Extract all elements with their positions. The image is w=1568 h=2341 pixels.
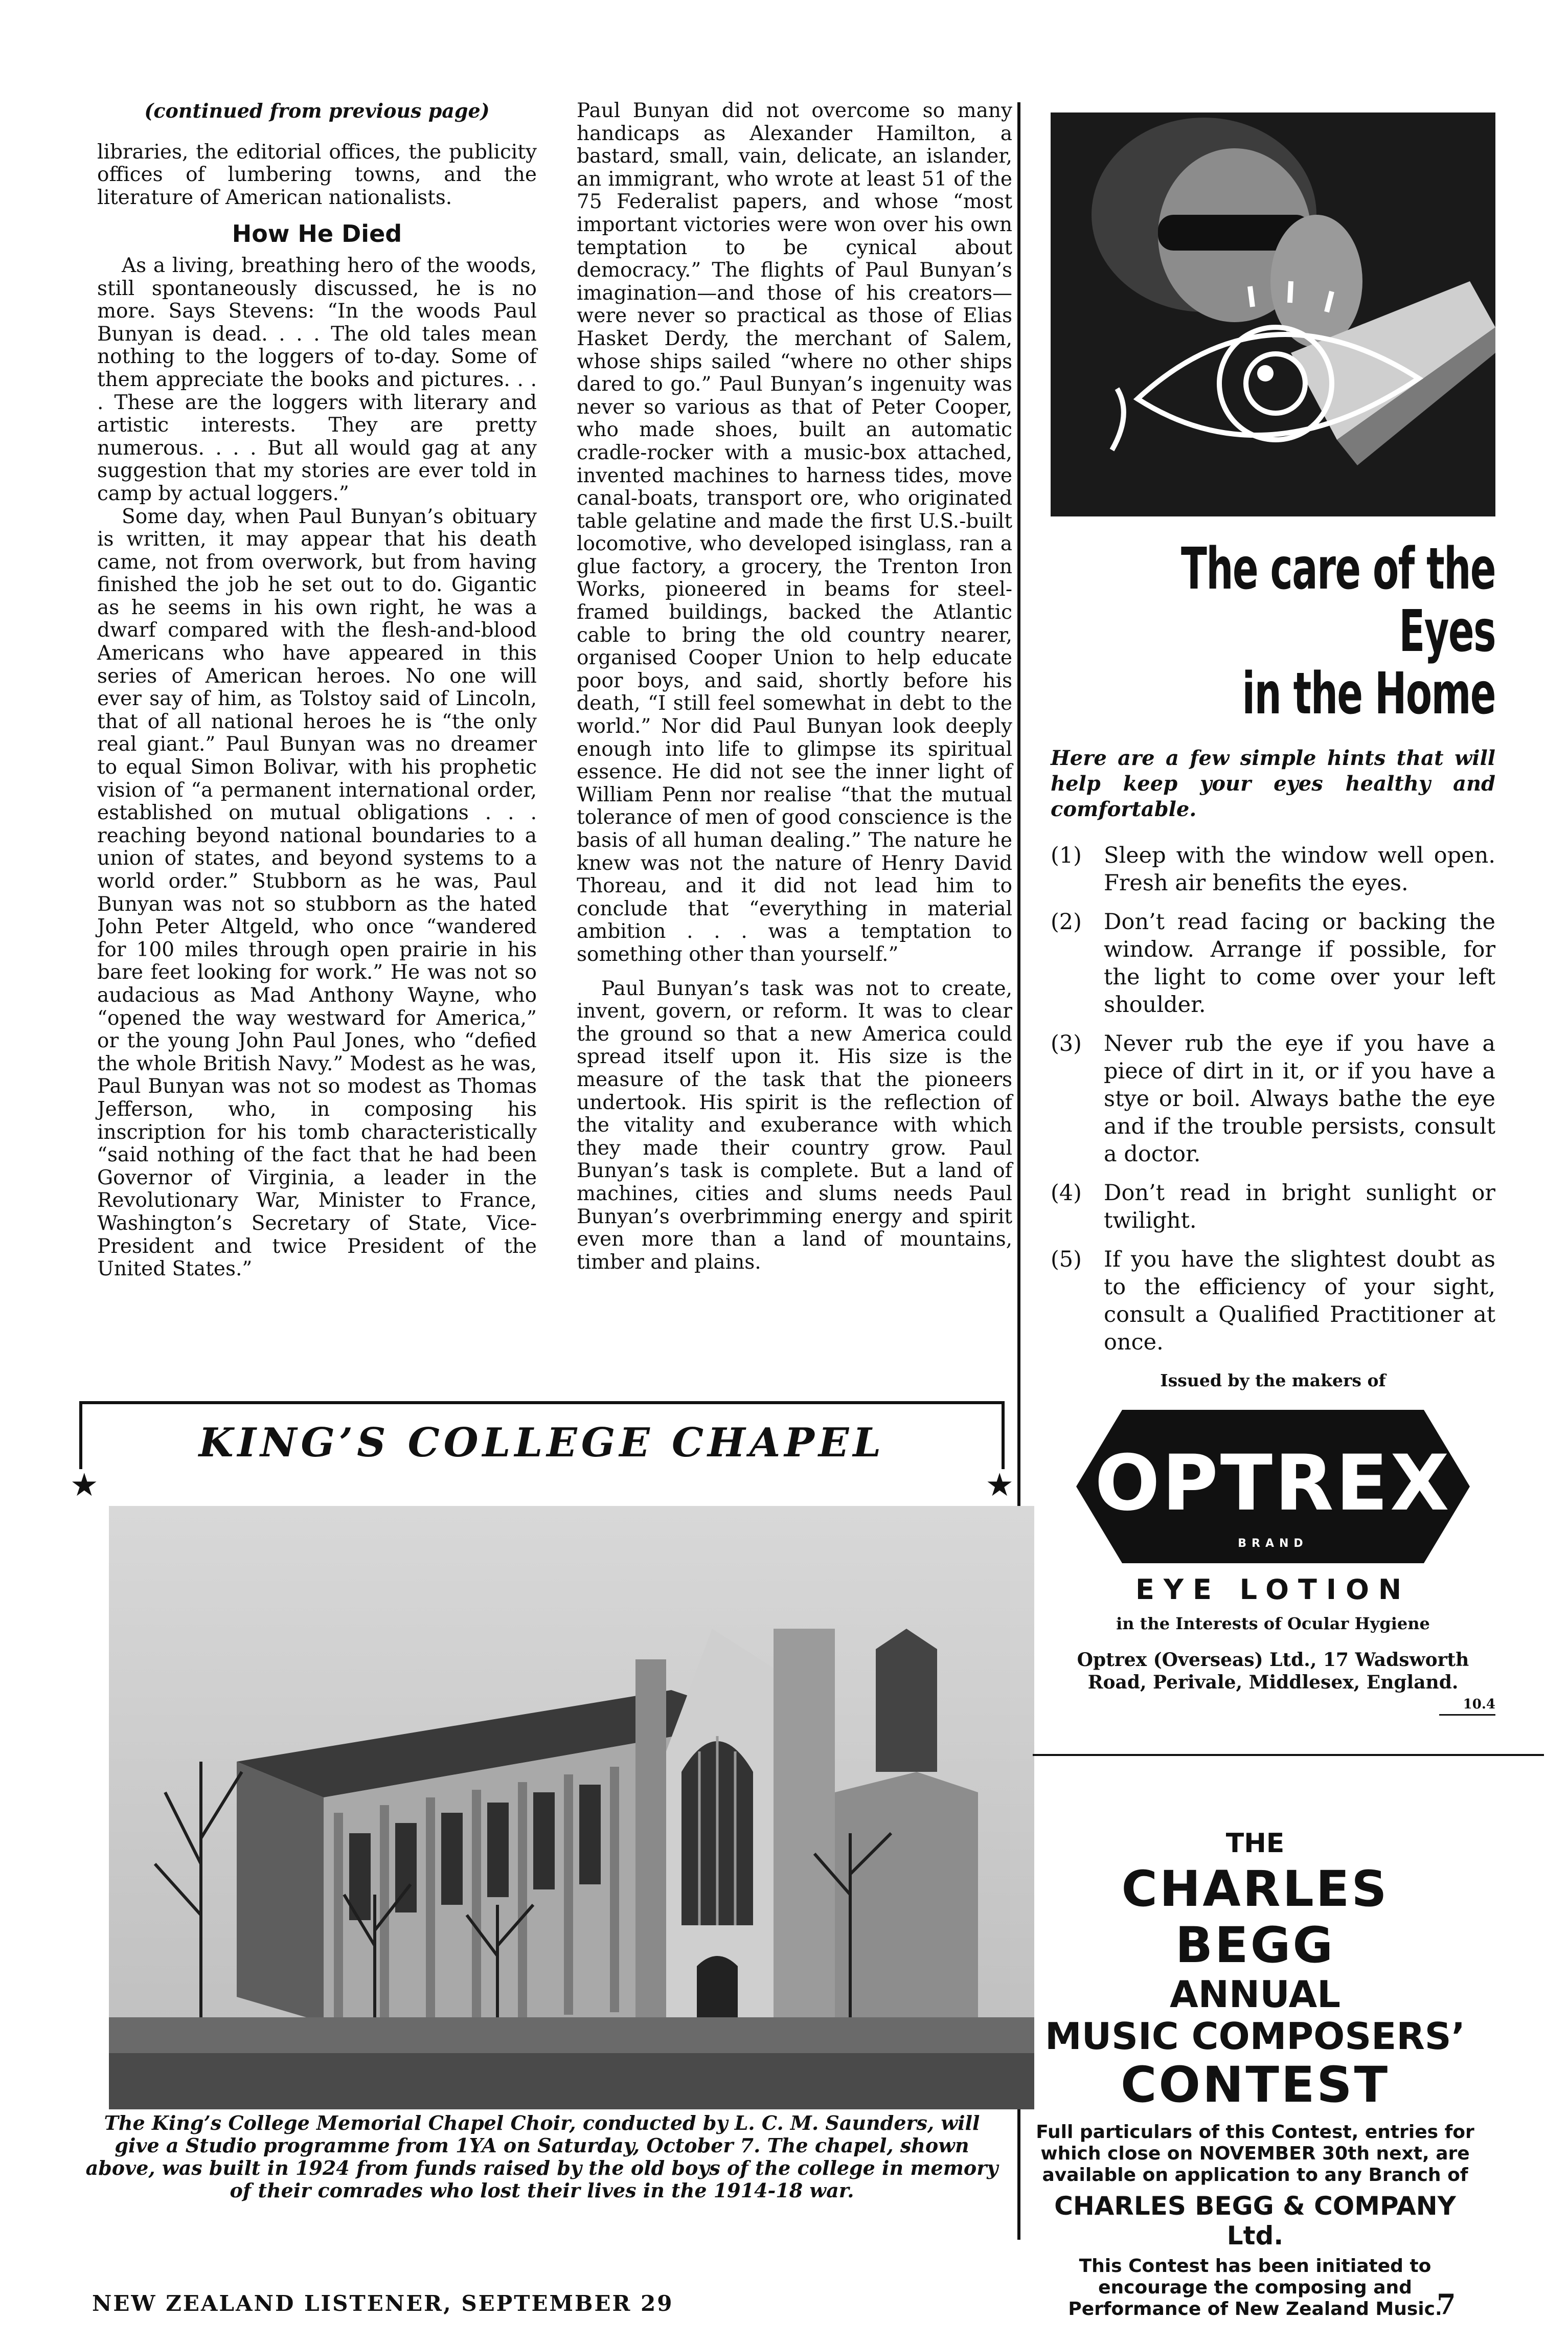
ad-divider xyxy=(1033,1754,1544,1756)
hint-number: (4) xyxy=(1051,1180,1082,1206)
hint-item xyxy=(1051,842,1495,897)
article-column-1 xyxy=(97,100,537,1281)
star-icon: ★ xyxy=(985,1466,1014,1503)
begg-company: CHARLES BEGG & COMPANY Ltd. xyxy=(1054,2191,1456,2250)
section-heading: How He Died xyxy=(232,220,402,248)
article-paragraph: Paul Bunyan did not overcome so many handicaps as Alexander Hamilton, a bastard, small, vain, delicate, an islander, an immigrant, who wrote at least 51 of the 75 Federalist papers, and whose “most important victories were won over his own temptation to be cynical about democracy.” The flights of Paul Bunyan’s imagination—and those of his creators—were never so practical as those of Elias Hasket Derdy, the merchant of Salem, whose ships sailed “where no other ships dared to go.” Paul Bunyan’s ingenuity was never so various as that of Peter Cooper, who made shoes, built an automatic cradle-rocker with a music-box attached, invented machines to harness tides, move canal-boats, transport ore, who originated table gelatine and made the first U.S.-built locomotive, who developed isinglass, ran a glue factory, a grocery, the Trenton Iron Works, pioneered in beams for steel-framed buildings, backed the Atlantic cable to bring the old country nearer, organised Cooper Union to help educate poor boys, and said, shortly before his death, “I still feel somewhat in debt to the world.” Nor did Paul Bunyan look deeply enough into life to glimpse its spiritual essence. He did not see the inner light of William Penn nor realise “that the mutual tolerance of men of good conscience is the basis of all human dealing.” The nature he knew was not the nature of Henry David Thoreau, and it did not lead him to conclude that “everything in material ambition . . . was a temptation to something other than yourself.” xyxy=(577,99,1012,966)
headline-line: The care of the Eyes xyxy=(1180,536,1495,665)
begg-annual: ANNUAL xyxy=(1169,1973,1341,2016)
hint-text: Don’t read facing or backing the window. Arrange if possible, for the light to come over your left shoulder. xyxy=(1104,909,1495,1018)
chapel-title: KING’S COLLEGE CHAPEL xyxy=(198,1420,885,1466)
company-address: Optrex (Overseas) Ltd., 17 Wadsworth Road, Perivale, Middlesex, England. xyxy=(1077,1649,1469,1693)
hint-text: Don’t read in bright sunlight or twilight. xyxy=(1104,1180,1495,1233)
chapel-photo xyxy=(109,1506,1034,2109)
begg-contest: CONTEST xyxy=(1120,2056,1390,2113)
begg-details: Full particulars of this Contest, entries for which close on NOVEMBER 30th next, are available on application to any Branch of xyxy=(1036,2122,1474,2186)
article-paragraph: As a living, breathing hero of the woods, still spontaneously discussed, he is no more. Says Stevens: “In the woods Paul Bunyan is dead. . . . The old tales mean nothing to the loggers of to-day. Some of them appreciate the books and pictures. . . . These are the loggers with literary and artistic interests. They are pretty numerous. . . . But all would gag at any suggestion that my stories are ever told in camp by actual loggers.” xyxy=(97,254,537,505)
ad-intro: Here are a few simple hints that will help keep your eyes healthy and comfortable. xyxy=(1051,746,1495,821)
chapel-banner xyxy=(70,1401,1014,1503)
hint-number: (1) xyxy=(1051,843,1082,868)
optrex-advertisement xyxy=(1051,112,1495,1716)
hint-text: If you have the slightest doubt as to the efficiency of your sight, consult a Qualified Practitioner at once. xyxy=(1104,1247,1495,1355)
reading-woman-photo xyxy=(1051,112,1495,516)
begg-advertisement xyxy=(1033,1828,1478,2320)
hint-number: (2) xyxy=(1051,909,1082,935)
article-paragraph: libraries, the editorial offices, the publicity offices of lumbering towns, and the literature of American nationalists. xyxy=(97,140,537,209)
star-icon: ★ xyxy=(70,1466,99,1503)
ad-code: 10.4 xyxy=(1439,1697,1495,1716)
publication-footer: NEW ZEALAND LISTENER, SEPTEMBER 29 xyxy=(92,2291,674,2316)
optrex-logo xyxy=(1076,1410,1470,1563)
hint-number: (3) xyxy=(1051,1031,1082,1056)
begg-the: THE xyxy=(1225,1828,1285,1859)
continued-note: (continued from previous page) xyxy=(144,99,490,122)
begg-name: CHARLES BEGG xyxy=(1121,1860,1389,1974)
hint-text: Never rub the eye if you have a piece of dirt in it, or if you have a stye or boil. Always bathe the eye and if the trouble persists, consult a doctor. xyxy=(1104,1031,1495,1167)
hint-text: Sleep with the window well open. Fresh air benefits the eyes. xyxy=(1104,843,1495,896)
ad-headline xyxy=(1166,538,1495,725)
page-number: 7 xyxy=(1437,2288,1456,2321)
product-name: EYE LOTION xyxy=(1135,1573,1411,1606)
article-column-2 xyxy=(577,100,1012,1274)
chapel-feature xyxy=(70,1401,1014,2202)
headline-line: in the Home xyxy=(1242,661,1495,727)
article-paragraph: Paul Bunyan’s task was not to create, invent, govern, or reform. It was to clear the ground so that a new America could spread itself upon it. His size is the measure of the task that the pioneers undertook. His spirit is the reflection of the vitality and exuberance with which they made their country grow. Paul Bunyan’s task is complete. But a land of machines, cities and slums needs Paul Bunyan’s overbrimming energy and spirit even more than a land of mountains, timber and plains. xyxy=(577,977,1012,1274)
hint-item xyxy=(1051,1179,1495,1234)
article-paragraph: Some day, when Paul Bunyan’s obituary is written, it may appear that his death came, not from overwork, but from having finished the job he set out to do. Gigantic as he seems in his own right, he was a dwarf compared with the flesh-and-blood Americans who have appeared in this series of American heroes. No one will ever say of him, as Tolstoy said of Lincoln, that of all national heroes he is “the only real giant.” Paul Bunyan was no dreamer to equal Simon Bolivar, with his prophetic vision of “a permanent international order, established on mutual obligations . . . reaching beyond national boundaries to a union of states, and beyond systems to a world order.” Stubborn as he was, Paul Bunyan was not so stubborn as the hated John Peter Altgeld, who once “wandered for 100 miles through open prairie in his bare feet looking for work.” He was not so audacious as Mad Anthony Wayne, who “opened the way westward for America,” or the young John Paul Jones, who “defied the whole British Navy.” Modest as he was, Paul Bunyan was not so modest as Thomas Jefferson, who, in composing his inscription for his tomb characteristically “said nothing of the fact that he had been Governor of Virginia, a leader in the Revolutionary War, Minister to France, Washington’s Secretary of State, Vice-President and twice President of the United States.” xyxy=(97,505,537,1281)
begg-music: MUSIC COMPOSERS’ xyxy=(1044,2015,1466,2058)
begg-initiated: This Contest has been initiated to encourage the composing and Performance of New Zealand Music. xyxy=(1068,2256,1442,2320)
brand-sub: BRAND xyxy=(1238,1537,1308,1550)
hints-list xyxy=(1051,842,1495,1356)
hint-item xyxy=(1051,1246,1495,1356)
chapel-caption: The King’s College Memorial Chapel Choir, conducted by L. C. M. Saunders, will give a Studio programme from 1YA on Saturday, October 7. The chapel, shown above, was built in 1924 from funds raised by the old boys of the college in memory of their comrades who lost their lives in the 1914-18 war. xyxy=(85,2111,998,2202)
product-tagline: in the Interests of Ocular Hygiene xyxy=(1116,1614,1430,1633)
hint-item xyxy=(1051,1030,1495,1168)
hint-item xyxy=(1051,908,1495,1019)
brand-name: OPTREX xyxy=(1095,1439,1451,1528)
hint-number: (5) xyxy=(1051,1247,1082,1272)
issued-by: Issued by the makers of xyxy=(1160,1370,1386,1390)
